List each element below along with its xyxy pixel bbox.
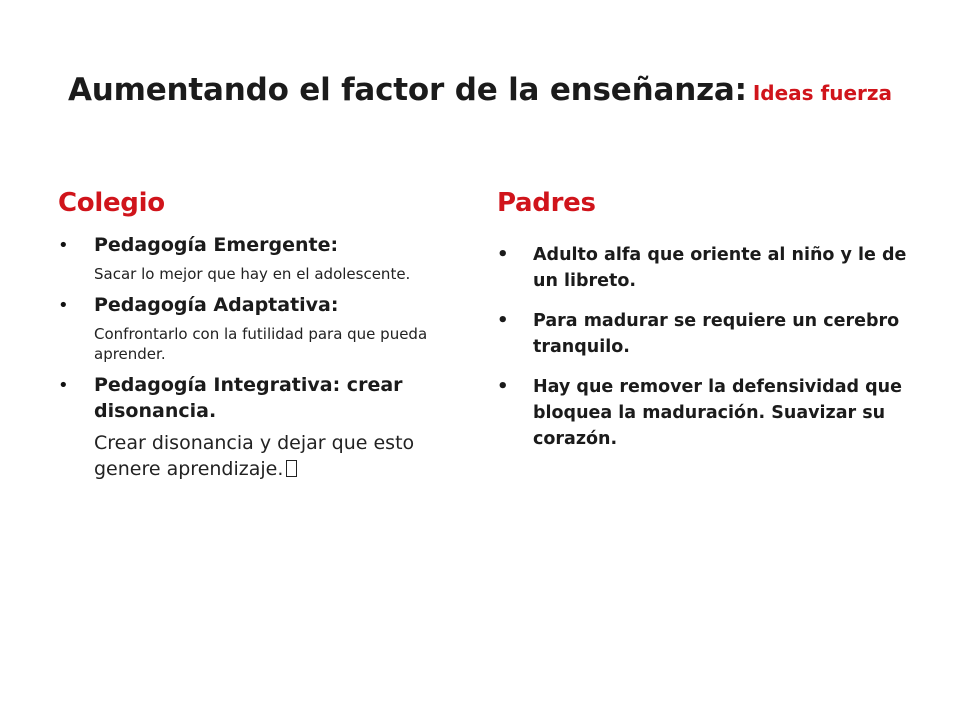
column-padres: [497, 188, 907, 466]
item-text: Para madurar se requiere un cerebro tranquilo.: [533, 311, 900, 357]
item-heading: Pedagogía Integrativa: crear disonancia.: [94, 374, 403, 422]
padres-list: [497, 242, 907, 452]
item-text: Hay que remover la defensividad que bloquea la maduración. Suavizar su corazón.: [533, 377, 902, 449]
item-heading: Pedagogía Emergente:: [94, 234, 339, 256]
item-description-wrap: [94, 430, 478, 482]
list-item: [58, 372, 478, 482]
bullet-icon: •: [497, 376, 509, 397]
title-main: Aumentando el factor de la enseñanza:: [67, 72, 747, 108]
list-item: [497, 242, 907, 294]
slide-title: [0, 72, 960, 108]
bullet-icon: •: [497, 244, 509, 265]
list-item: [58, 232, 478, 284]
list-item: [497, 308, 907, 360]
column-colegio: [58, 188, 478, 490]
list-item: [497, 374, 907, 452]
column-heading-padres: Padres: [497, 188, 596, 218]
colegio-list: [58, 232, 478, 482]
item-heading: Pedagogía Adaptativa:: [94, 294, 339, 316]
title-subtitle: Ideas fuerza: [752, 81, 893, 105]
missing-glyph-icon: [286, 460, 297, 477]
bullet-icon: •: [58, 235, 69, 256]
bullet-icon: •: [58, 295, 69, 316]
list-item: [58, 292, 478, 364]
item-description: Confrontarlo con la futilidad para que pueda aprender.: [94, 325, 428, 363]
item-description: Crear disonancia y dejar que esto genere aprendizaje.: [94, 432, 415, 480]
bullet-icon: •: [497, 310, 509, 331]
item-text: Adulto alfa que oriente al niño y le de un libreto.: [533, 245, 907, 291]
column-heading-colegio: Colegio: [58, 188, 165, 218]
item-description: Sacar lo mejor que hay en el adolescente.: [94, 265, 411, 283]
bullet-icon: •: [58, 375, 69, 396]
